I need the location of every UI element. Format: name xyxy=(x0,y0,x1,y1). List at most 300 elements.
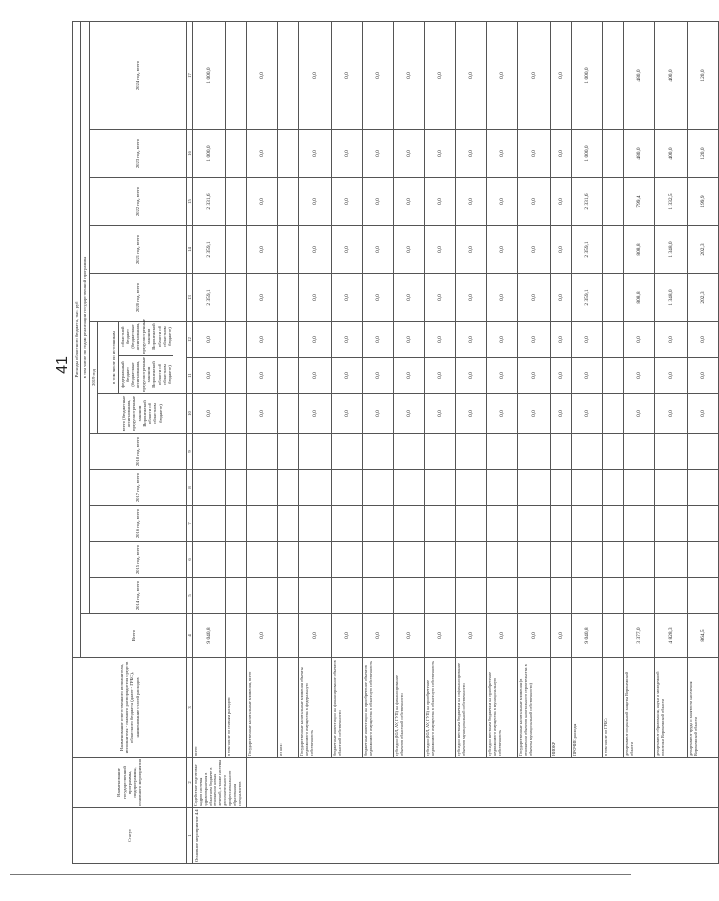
value-y2023: 0,0 xyxy=(299,130,332,178)
value-y2019: 0,0 xyxy=(655,394,688,434)
value-total: 3 377,0 xyxy=(624,614,655,658)
value-y2020: 0,0 xyxy=(518,274,551,322)
value-y2024: 480,0 xyxy=(624,22,655,130)
value-y2022: 0,0 xyxy=(518,178,551,226)
row-label: департамент социальной защиты Воронежской области xyxy=(624,658,655,758)
value-y2019: 0,0 xyxy=(551,394,572,434)
column-number: 15 xyxy=(186,178,192,226)
header-2023: 2023 год, всего xyxy=(89,130,186,178)
value-y2020: 1 348,0 xyxy=(655,274,688,322)
empty-year-cell xyxy=(603,506,624,542)
value-reg: 0,0 xyxy=(688,322,719,358)
value-y2019: 0,0 xyxy=(332,394,363,434)
value-y2021: 0,0 xyxy=(247,226,278,274)
row-label: бюджетные инвестиции на приобретение объектов недвижимого имущества в областную собственность xyxy=(363,658,394,758)
value-total: 0,0 xyxy=(363,614,394,658)
value-y2024: 1 000,0 xyxy=(572,22,603,130)
value-y2023: 0,0 xyxy=(487,130,518,178)
header-2018: 2018 год, всего xyxy=(89,434,186,470)
empty-year-cell xyxy=(247,506,278,542)
empty-year-cell xyxy=(226,434,247,470)
row-label: Государственные капитальные вложения, всего xyxy=(247,658,278,758)
value-reg: 0,0 xyxy=(456,322,487,358)
value-y2022: 0,0 xyxy=(299,178,332,226)
empty-year-cell xyxy=(603,434,624,470)
value-y2022 xyxy=(278,178,299,226)
row-label: субсидии (ЮЛ, АУ, ГУП) на финансирование объектов областной собственности xyxy=(394,658,425,758)
value-y2024 xyxy=(603,22,624,130)
value-y2021: 0,0 xyxy=(425,226,456,274)
value-total: 9 040,8 xyxy=(572,614,603,658)
empty-year-cell xyxy=(425,470,456,506)
value-y2020: 0,0 xyxy=(332,274,363,322)
table-header xyxy=(73,22,193,864)
value-y2019 xyxy=(278,394,299,434)
empty-year-cell xyxy=(655,434,688,470)
value-y2023: 1 000,0 xyxy=(572,130,603,178)
value-y2020: 808,8 xyxy=(624,274,655,322)
value-y2022: 0,0 xyxy=(332,178,363,226)
value-y2024: 120,0 xyxy=(688,22,719,130)
table-row xyxy=(487,22,518,864)
table-row xyxy=(572,22,603,864)
empty-year-cell xyxy=(688,434,719,470)
empty-year-cell xyxy=(551,434,572,470)
value-y2022: 0,0 xyxy=(394,178,425,226)
value-y2024: 1 000,0 xyxy=(193,22,226,130)
value-y2019: 0,0 xyxy=(624,394,655,434)
row-label: Государственные капитальные вложения (в отношении объектов капитального строительства в объекты муниципальной собственности) xyxy=(518,658,551,758)
table-row xyxy=(655,22,688,864)
header-2021: 2021 год, всего xyxy=(89,226,186,274)
empty-year-cell xyxy=(572,434,603,470)
empty-year-cell xyxy=(193,506,226,542)
value-y2023: 1 000,0 xyxy=(193,130,226,178)
column-number: 7 xyxy=(186,506,192,542)
value-y2021: 2 359,1 xyxy=(572,226,603,274)
row-label: из них: xyxy=(278,658,299,758)
value-y2021: 0,0 xyxy=(456,226,487,274)
value-fed: 0,0 xyxy=(425,358,456,394)
value-y2022: 0,0 xyxy=(425,178,456,226)
value-reg: 0,0 xyxy=(487,322,518,358)
value-y2024: 0,0 xyxy=(247,22,278,130)
header-by-sources: в том числе по источникам xyxy=(110,322,118,393)
header-total: Всего xyxy=(81,614,187,658)
value-y2023: 120,0 xyxy=(688,130,719,178)
value-y2023 xyxy=(603,130,624,178)
row-label: департамент труда и занятости населения Воронежской области xyxy=(688,658,719,758)
value-total xyxy=(278,614,299,658)
table-row xyxy=(688,22,719,864)
empty-year-cell xyxy=(655,470,688,506)
value-fed: 0,0 xyxy=(655,358,688,394)
empty-year-cell xyxy=(332,578,363,614)
empty-year-cell xyxy=(193,542,226,578)
value-y2022: 2 331,6 xyxy=(193,178,226,226)
page-number: 41 xyxy=(54,356,71,374)
value-reg: 0,0 xyxy=(518,322,551,358)
value-y2020 xyxy=(226,274,247,322)
empty-year-cell xyxy=(394,542,425,578)
empty-year-cell xyxy=(551,470,572,506)
value-y2022: 199,9 xyxy=(688,178,719,226)
empty-year-cell xyxy=(572,470,603,506)
column-number: 16 xyxy=(186,130,192,178)
empty-year-cell xyxy=(363,542,394,578)
empty-year-cell xyxy=(332,434,363,470)
empty-year-cell xyxy=(226,578,247,614)
value-y2020: 2 359,1 xyxy=(193,274,226,322)
empty-year-cell xyxy=(226,470,247,506)
column-number: 3 xyxy=(186,658,192,758)
empty-year-cell xyxy=(655,578,688,614)
value-fed: 0,0 xyxy=(394,358,425,394)
row-label: субсидии местным бюджетам на приобретение недвижимого имущества в муниципальную собственность xyxy=(487,658,518,758)
empty-year-cell xyxy=(394,578,425,614)
empty-year-cell xyxy=(278,470,299,506)
value-total: 0,0 xyxy=(247,614,278,658)
value-y2022: 799,4 xyxy=(624,178,655,226)
value-y2022: 0,0 xyxy=(487,178,518,226)
empty-year-cell xyxy=(518,470,551,506)
rotated-table-frame xyxy=(72,22,707,864)
empty-year-cell xyxy=(518,506,551,542)
value-fed: 0,0 xyxy=(332,358,363,394)
value-y2023 xyxy=(226,130,247,178)
header-by-years: в том числе по годам реализации государственной программы xyxy=(81,22,89,614)
value-y2023: 0,0 xyxy=(332,130,363,178)
value-y2020 xyxy=(278,274,299,322)
value-reg xyxy=(226,322,247,358)
header-program-name: Наименование государственной программы, подпрограммы, основного мероприятия xyxy=(73,758,187,808)
value-y2019: 0,0 xyxy=(425,394,456,434)
value-fed: 0,0 xyxy=(299,358,332,394)
value-reg: 0,0 xyxy=(655,322,688,358)
value-fed: 0,0 xyxy=(688,358,719,394)
value-y2023: 0,0 xyxy=(425,130,456,178)
empty-year-cell xyxy=(572,578,603,614)
value-total: 0,0 xyxy=(518,614,551,658)
value-fed: 0,0 xyxy=(624,358,655,394)
row-label: бюджетные инвестиции на финансирование объектов областной собственности xyxy=(332,658,363,758)
value-y2021: 202,3 xyxy=(688,226,719,274)
value-y2024: 0,0 xyxy=(551,22,572,130)
value-fed xyxy=(278,358,299,394)
header-spend-group: Расходы областного бюджета, тыс. руб xyxy=(73,22,81,658)
value-reg: 0,0 xyxy=(247,322,278,358)
value-y2022 xyxy=(226,178,247,226)
value-total: 0,0 xyxy=(299,614,332,658)
value-y2023: 0,0 xyxy=(551,130,572,178)
empty-year-cell xyxy=(688,578,719,614)
column-number: 5 xyxy=(186,578,192,614)
empty-year-cell xyxy=(332,506,363,542)
empty-year-cell xyxy=(425,434,456,470)
value-reg: 0,0 xyxy=(299,322,332,358)
value-y2020: 0,0 xyxy=(551,274,572,322)
value-y2020: 0,0 xyxy=(299,274,332,322)
value-y2022: 2 331,6 xyxy=(572,178,603,226)
empty-year-cell xyxy=(299,470,332,506)
value-fed xyxy=(226,358,247,394)
value-y2023: 400,0 xyxy=(655,130,688,178)
column-number: 1 xyxy=(186,808,192,864)
row-label: субсидии местным бюджетам на софинансирование объектов муниципальной собственности xyxy=(456,658,487,758)
empty-year-cell xyxy=(363,434,394,470)
empty-year-cell xyxy=(487,578,518,614)
value-total: 0,0 xyxy=(551,614,572,658)
value-y2022: 1 332,5 xyxy=(655,178,688,226)
value-y2020: 0,0 xyxy=(456,274,487,322)
empty-year-cell xyxy=(624,506,655,542)
column-number: 13 xyxy=(186,274,192,322)
value-y2019: 0,0 xyxy=(299,394,332,434)
empty-year-cell xyxy=(363,506,394,542)
table-row xyxy=(456,22,487,864)
empty-year-cell xyxy=(247,434,278,470)
row-label: НИОКР xyxy=(551,658,572,758)
header-executor: Наименование ответственного исполнителя, исполнителя - главного распорядителя средств областного бюджета (далее - ГРБС), наименование статей расходов xyxy=(73,658,187,758)
column-number: 17 xyxy=(186,22,192,130)
value-y2024: 0,0 xyxy=(456,22,487,130)
value-y2020: 0,0 xyxy=(363,274,394,322)
header-2019-total: всего (бюджетные ассигнования, предусмотренные законом Воронежской области об областном бюджете) xyxy=(97,394,186,434)
empty-year-cell xyxy=(394,434,425,470)
column-number: 2 xyxy=(186,758,192,808)
value-y2019: 0,0 xyxy=(247,394,278,434)
value-fed: 0,0 xyxy=(572,358,603,394)
table-row xyxy=(247,22,278,864)
empty-year-cell xyxy=(299,578,332,614)
table-row xyxy=(226,22,247,864)
value-y2024 xyxy=(278,22,299,130)
value-reg: 0,0 xyxy=(572,322,603,358)
value-y2021 xyxy=(278,226,299,274)
value-fed: 0,0 xyxy=(518,358,551,394)
header-by-sources-group xyxy=(97,319,186,394)
value-reg: 0,0 xyxy=(332,322,363,358)
empty-year-cell xyxy=(456,434,487,470)
value-total: 9 040,8 xyxy=(193,614,226,658)
value-total xyxy=(226,614,247,658)
value-fed: 0,0 xyxy=(487,358,518,394)
table-row xyxy=(425,22,456,864)
empty-year-cell xyxy=(551,506,572,542)
value-y2024: 0,0 xyxy=(332,22,363,130)
table-row xyxy=(603,22,624,864)
value-y2019: 0,0 xyxy=(394,394,425,434)
empty-year-cell xyxy=(363,470,394,506)
table-row xyxy=(551,22,572,864)
empty-year-cell xyxy=(624,470,655,506)
value-fed xyxy=(603,358,624,394)
value-y2021: 0,0 xyxy=(332,226,363,274)
empty-year-cell xyxy=(247,578,278,614)
value-y2021: 0,0 xyxy=(394,226,425,274)
value-y2022: 0,0 xyxy=(456,178,487,226)
value-y2021: 1 348,0 xyxy=(655,226,688,274)
empty-year-cell xyxy=(394,470,425,506)
empty-year-cell xyxy=(456,578,487,614)
value-y2021: 0,0 xyxy=(518,226,551,274)
empty-year-cell xyxy=(226,506,247,542)
value-y2022: 0,0 xyxy=(363,178,394,226)
empty-year-cell xyxy=(551,542,572,578)
empty-year-cell xyxy=(518,542,551,578)
value-y2020: 0,0 xyxy=(247,274,278,322)
value-y2021: 0,0 xyxy=(551,226,572,274)
value-total: 864,5 xyxy=(688,614,719,658)
row-label: в том числе по статьям расходов: xyxy=(226,658,247,758)
header-2024: 2024 год, всего xyxy=(89,22,186,130)
value-y2023: 480,0 xyxy=(624,130,655,178)
header-2014: 2014 год, всего xyxy=(89,578,186,614)
value-total xyxy=(603,614,624,658)
row-label: департамент образования, науки и молодежной политики Воронежской области xyxy=(655,658,688,758)
table-row xyxy=(332,22,363,864)
value-reg xyxy=(603,322,624,358)
empty-year-cell xyxy=(688,506,719,542)
value-y2020: 0,0 xyxy=(425,274,456,322)
empty-year-cell xyxy=(603,470,624,506)
value-y2021: 0,0 xyxy=(299,226,332,274)
row-label: всего xyxy=(193,658,226,758)
empty-year-cell xyxy=(299,542,332,578)
value-total: 4 828,3 xyxy=(655,614,688,658)
table-row xyxy=(363,22,394,864)
value-y2020: 0,0 xyxy=(487,274,518,322)
value-reg xyxy=(278,322,299,358)
value-y2024: 0,0 xyxy=(299,22,332,130)
table-row xyxy=(299,22,332,864)
empty-year-cell xyxy=(603,578,624,614)
value-y2024: 0,0 xyxy=(363,22,394,130)
row-label: в том числе по ГРБС: xyxy=(603,658,624,758)
empty-year-cell xyxy=(572,542,603,578)
table-row xyxy=(624,22,655,864)
column-number: 9 xyxy=(186,434,192,470)
empty-year-cell xyxy=(193,434,226,470)
table-row xyxy=(278,22,299,864)
empty-year-cell xyxy=(299,434,332,470)
value-y2023: 0,0 xyxy=(518,130,551,178)
empty-year-cell xyxy=(193,578,226,614)
empty-year-cell xyxy=(299,506,332,542)
row-label: субсидии (ЮЛ, АУ, ГУП) на приобретение недвижимого имущества в областную собственность xyxy=(425,658,456,758)
value-y2021: 0,0 xyxy=(363,226,394,274)
empty-year-cell xyxy=(518,578,551,614)
measure-name-cell: Содействие подготовке кадров системы здравоохранения в областном бюджете в отношении новых лечений, а также системы дополнительного профессионального образования специалистов xyxy=(193,758,247,808)
value-y2019: 0,0 xyxy=(688,394,719,434)
value-y2020: 0,0 xyxy=(394,274,425,322)
empty-year-cell xyxy=(425,542,456,578)
header-2022: 2022 год, всего xyxy=(89,178,186,226)
bottom-rule xyxy=(10,874,631,875)
empty-year-cell xyxy=(332,470,363,506)
empty-year-cell xyxy=(456,542,487,578)
value-fed: 0,0 xyxy=(193,358,226,394)
column-number: 10 xyxy=(186,394,192,434)
empty-year-cell xyxy=(456,506,487,542)
empty-year-cell xyxy=(247,542,278,578)
value-reg: 0,0 xyxy=(193,322,226,358)
value-y2024: 0,0 xyxy=(394,22,425,130)
measure-name-blank xyxy=(247,758,719,808)
value-fed: 0,0 xyxy=(551,358,572,394)
header-2016: 2016 год, всего xyxy=(89,506,186,542)
header-2019: 2019 год xyxy=(89,322,97,434)
value-fed: 0,0 xyxy=(247,358,278,394)
column-number: 4 xyxy=(186,614,192,658)
value-fed: 0,0 xyxy=(456,358,487,394)
value-reg: 0,0 xyxy=(425,322,456,358)
empty-year-cell xyxy=(603,542,624,578)
header-reg: областной бюджет (бюджетные ассигнования, предусмотренные законом Воронежской области об областном бюджете) xyxy=(119,319,173,355)
header-fed: федеральный бюджет (бюджетные ассигнования, предусмотренные законом Воронежской области об областном бюджете) xyxy=(119,357,173,392)
status-cell: Основное мероприятие 4.4 xyxy=(193,808,719,864)
empty-year-cell xyxy=(278,542,299,578)
empty-year-cell xyxy=(624,434,655,470)
row-label: ПРОЧИЕ расходы xyxy=(572,658,603,758)
value-y2021: 808,8 xyxy=(624,226,655,274)
value-y2020: 202,3 xyxy=(688,274,719,322)
empty-year-cell xyxy=(487,506,518,542)
empty-year-cell xyxy=(425,578,456,614)
value-y2019: 0,0 xyxy=(572,394,603,434)
value-y2022: 0,0 xyxy=(551,178,572,226)
empty-year-cell xyxy=(278,578,299,614)
column-number: 8 xyxy=(186,470,192,506)
empty-year-cell xyxy=(487,542,518,578)
value-y2020: 2 359,1 xyxy=(572,274,603,322)
empty-year-cell xyxy=(518,434,551,470)
empty-year-cell xyxy=(226,542,247,578)
empty-year-cell xyxy=(456,470,487,506)
value-reg: 0,0 xyxy=(394,322,425,358)
empty-year-cell xyxy=(655,506,688,542)
header-2015: 2015 год, всего xyxy=(89,542,186,578)
row-label: Государственные капитальные вложения объекты недвижимого имущества в федеральную собственность xyxy=(299,658,332,758)
value-y2020 xyxy=(603,274,624,322)
value-y2019: 0,0 xyxy=(193,394,226,434)
value-y2019 xyxy=(603,394,624,434)
value-y2019 xyxy=(226,394,247,434)
budget-table-container xyxy=(72,22,707,864)
budget-table xyxy=(72,21,719,864)
value-y2023: 0,0 xyxy=(363,130,394,178)
value-y2023: 0,0 xyxy=(456,130,487,178)
value-y2024 xyxy=(226,22,247,130)
empty-year-cell xyxy=(332,542,363,578)
empty-year-cell xyxy=(487,470,518,506)
value-y2023: 0,0 xyxy=(394,130,425,178)
empty-year-cell xyxy=(394,506,425,542)
value-y2024: 0,0 xyxy=(487,22,518,130)
value-y2024: 400,0 xyxy=(655,22,688,130)
table-body xyxy=(193,22,719,864)
value-y2021: 2 359,1 xyxy=(193,226,226,274)
value-y2022: 0,0 xyxy=(247,178,278,226)
value-reg: 0,0 xyxy=(551,322,572,358)
empty-year-cell xyxy=(193,470,226,506)
value-total: 0,0 xyxy=(394,614,425,658)
table-row xyxy=(193,22,226,864)
value-y2019: 0,0 xyxy=(518,394,551,434)
value-y2023: 0,0 xyxy=(247,130,278,178)
column-number: 6 xyxy=(186,542,192,578)
value-y2019: 0,0 xyxy=(487,394,518,434)
